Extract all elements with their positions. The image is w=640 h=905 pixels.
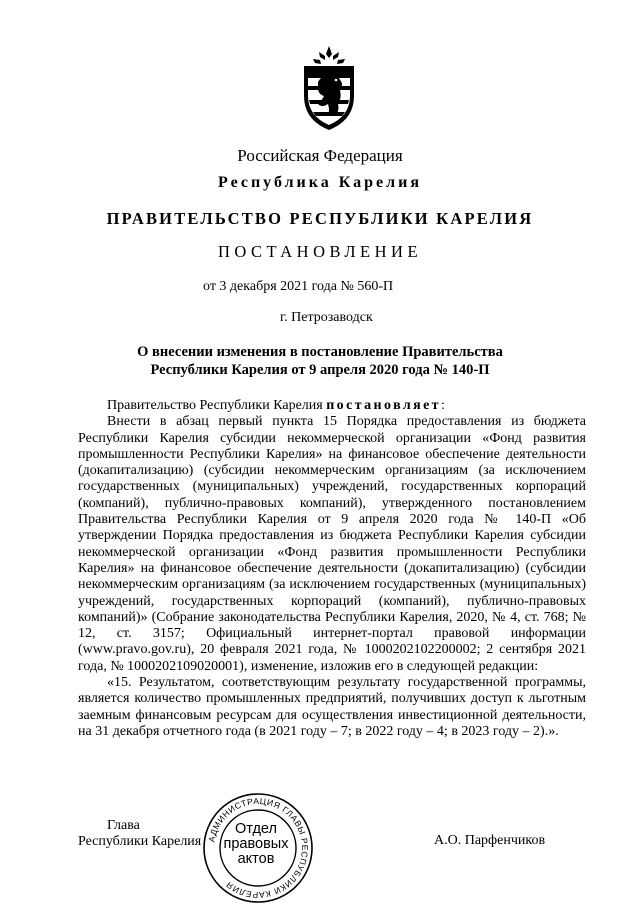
coat-of-arms-icon bbox=[298, 46, 360, 132]
stamp-ring-text: АДМИНИСТРАЦИЯ ГЛАВЫ РЕСПУБЛИКИ КАРЕЛИЯ bbox=[206, 795, 311, 901]
signature-title-line-2: Республики Карелия bbox=[78, 834, 202, 850]
stamp-text bbox=[215, 822, 297, 867]
paragraph-1: Внести в абзац первый пункта 15 Порядка предоставления из бюджета Республики Карелия субсидии некоммерческой организации «Фонд развития промышленности Республики Карелия» на финансовое обеспечение деятельности (докапитализацию) (субсидии некоммерческим организациям (за исключением государственных (муниципальных) учреждений, государственных корпораций (компаний), публично-правовых компаний), утвержденного постановлением Правительства Республики Карелия от 9 апреля 2020 года № 140-П «Об утверждении Порядка предоставления из бюджета Республики Карелия субсидии некоммерческой организации «Фонд развития промышленности Республики Карелия» на финансовое обеспечение деятельности (докапитализацию) (субсидии некоммерческим организациям (за исключением государственных (муниципальных) учреждений, государственных корпораций (компаний), публично-правовых компаний)» (Собрание законодательства Республики Карелия, 2020, № 4, ст. 768; № 12, ст. 3157; Официальный интернет-портал правовой информации (www.pravo.gov.ru), 20 февраля 2021 года, № 1000202102200002; 2 сентября 2021 года, № 1000202109020001), изменение, изложив его в следующей редакции: bbox=[78, 414, 586, 674]
document-type: ПОСТАНОВЛЕНИЕ bbox=[217, 242, 423, 261]
subject-line-2: Республики Карелия от 9 апреля 2020 года № 140-П bbox=[150, 362, 490, 378]
intro-paragraph bbox=[78, 398, 586, 414]
country-name: Российская Федерация bbox=[237, 146, 403, 165]
stamp-line-1: Отдел bbox=[235, 821, 277, 837]
subject-line-1: О внесении изменения в постановление Правительства bbox=[137, 344, 503, 360]
republic-name: Республика Карелия bbox=[218, 174, 422, 191]
intro-text: Правительство Республики Карелия bbox=[107, 398, 327, 413]
resolves-word: постановляет bbox=[326, 398, 441, 413]
document-date-number: от 3 декабря 2021 года № 560-П bbox=[203, 279, 394, 294]
stamp-line-3: актов bbox=[237, 851, 275, 867]
stamp-line-2: правовых bbox=[223, 836, 289, 852]
signature-title bbox=[78, 818, 201, 851]
document-body bbox=[78, 398, 586, 740]
document-subject bbox=[0, 343, 640, 379]
government-title: ПРАВИТЕЛЬСТВО РЕСПУБЛИКИ КАРЕЛИЯ bbox=[106, 209, 534, 228]
signature-title-line-1: Глава bbox=[107, 818, 140, 833]
signatory-name: А.О. Парфенчиков bbox=[434, 833, 546, 848]
intro-colon: : bbox=[440, 398, 445, 413]
paragraph-2: «15. Результатом, соответствующим результату государственной программы, является количество промышленных предприятий, получивших доступ к льготным заемным финансовым ресурсам для осуществления инвестиционной деятельности, на 31 декабря отчетного года (в 2021 году – 7; в 2022 году – 4; в 2023 году – 2).». bbox=[78, 675, 586, 739]
document-city: г. Петрозаводск bbox=[280, 310, 373, 325]
